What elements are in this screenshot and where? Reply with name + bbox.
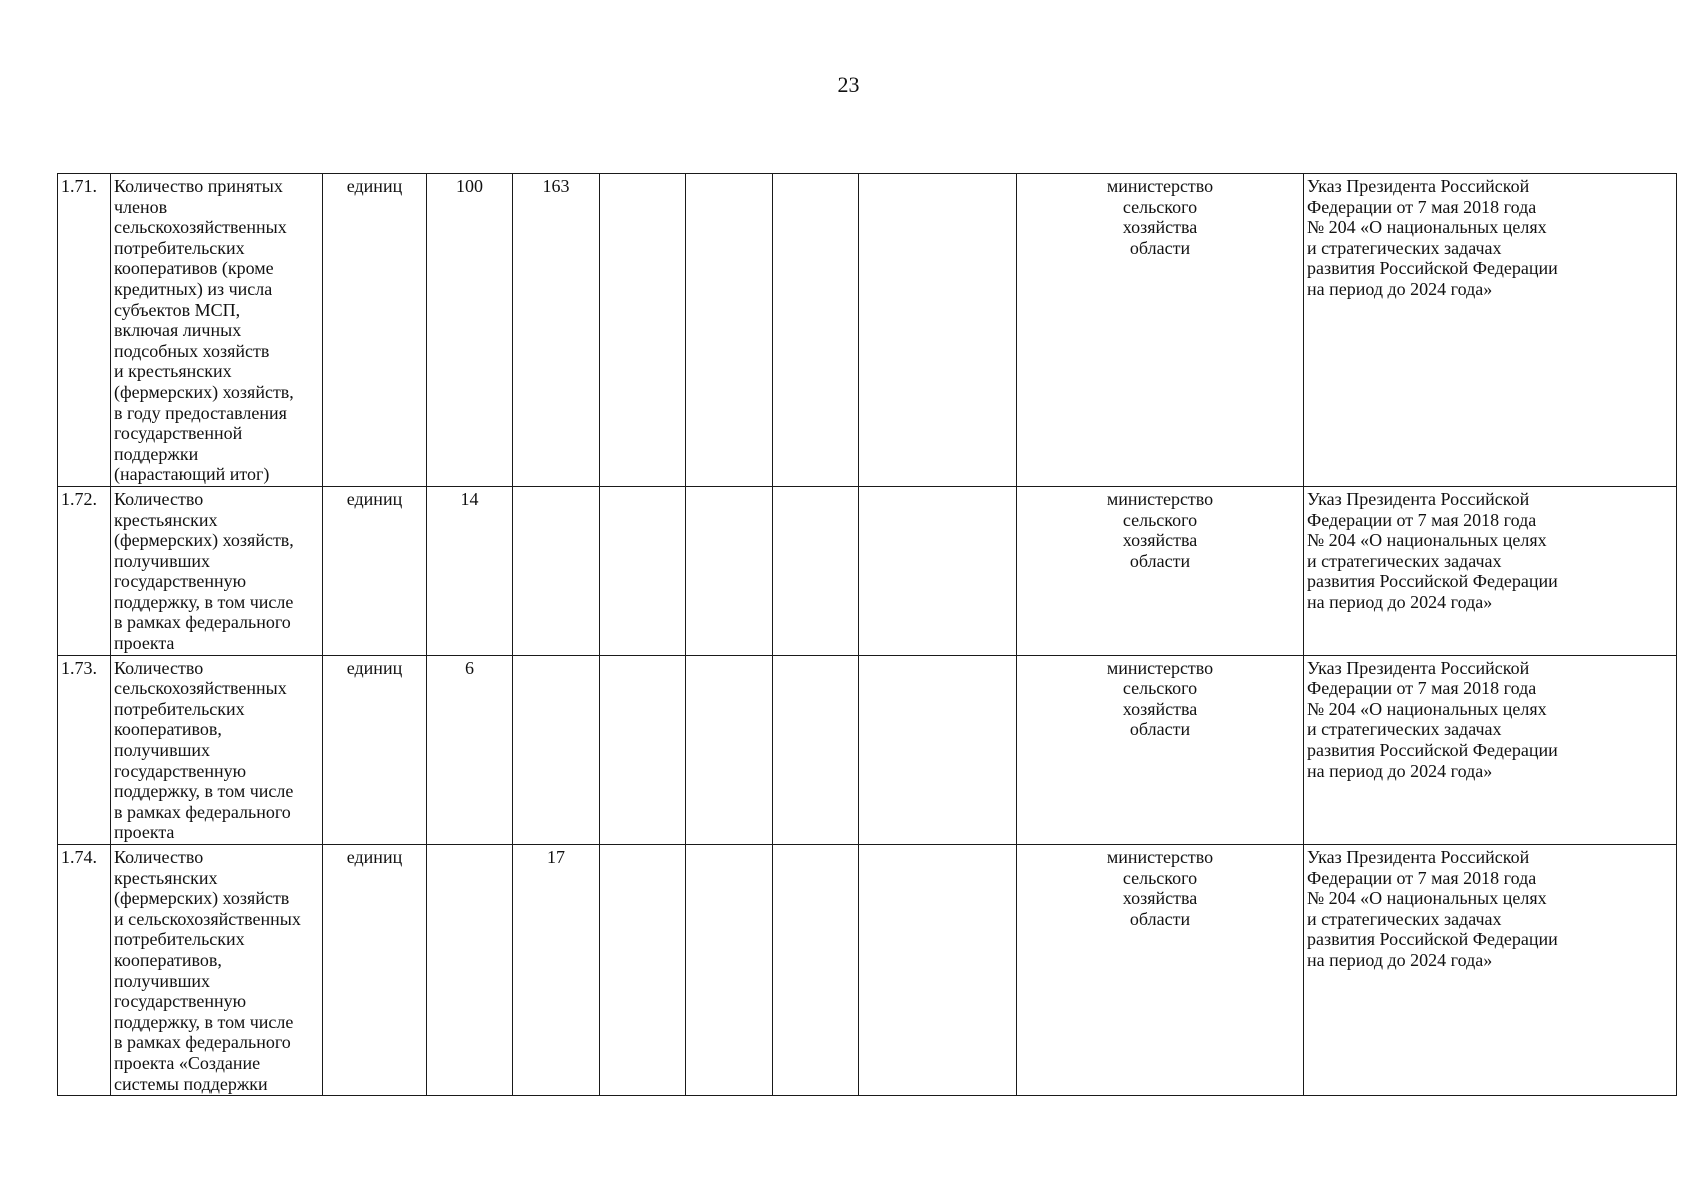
decree-cell-line: на период до 2024 года»	[1307, 591, 1493, 612]
responsible-cell-line: области	[1129, 908, 1191, 929]
decree-cell-line: № 204 «О национальных целях	[1307, 530, 1547, 551]
value-cell-1	[427, 845, 513, 1096]
indicator-name-cell-line: включая личных	[114, 320, 242, 341]
indicator-name-cell-line: (фермерских) хозяйств,	[114, 530, 294, 551]
indicator-name-cell-line: кооперативов,	[114, 719, 222, 740]
indicator-name-cell-line: проекта	[114, 633, 175, 654]
responsible-cell	[1017, 845, 1304, 1096]
responsible-cell-line: сельского	[1122, 509, 1198, 530]
indicator-name-cell-line: государственную	[114, 571, 247, 592]
indicator-name-cell-line: поддержки	[114, 443, 199, 464]
responsible-cell-line: области	[1129, 550, 1191, 571]
indicator-name-cell-line: поддержку, в том числе	[114, 1011, 294, 1032]
indicator-name-cell-line: и сельскохозяйственных	[114, 908, 301, 929]
value-cell-2	[513, 486, 600, 655]
value-cell-6	[859, 486, 1017, 655]
value-cell-1: 6	[427, 655, 513, 844]
indicator-name-cell-line: Количество принятых	[114, 176, 283, 196]
indicator-name-cell	[111, 845, 323, 1096]
indicator-name-cell-line: государственной	[114, 423, 243, 444]
unit-cell: единиц	[323, 845, 427, 1096]
indicator-name-cell-line: Количество	[114, 657, 204, 678]
indicator-name-cell	[111, 174, 323, 487]
decree-cell-line: Федерации от 7 мая 2018 года	[1307, 509, 1537, 530]
decree-cell-line: Федерации от 7 мая 2018 года	[1307, 867, 1537, 888]
decree-cell-line: № 204 «О национальных целях	[1307, 698, 1547, 719]
value-cell-6	[859, 845, 1017, 1096]
indicator-name-cell-line: подсобных хозяйств	[114, 340, 270, 361]
indicator-name-cell-line: потребительских	[114, 698, 245, 719]
indicator-name-cell	[111, 655, 323, 844]
indicator-name-cell-line: крестьянских	[114, 867, 218, 888]
value-cell-4	[686, 655, 773, 844]
value-cell-1: 100	[427, 174, 513, 487]
decree-cell-line: № 204 «О национальных целях	[1307, 888, 1547, 909]
decree-cell-line: и стратегических задачах	[1307, 237, 1502, 258]
indicator-name-cell-line: и крестьянских	[114, 361, 232, 382]
row-number-cell: 1.74.	[58, 845, 111, 1096]
responsible-cell	[1017, 486, 1304, 655]
indicator-name-cell-line: получивших	[114, 550, 211, 571]
indicator-name-cell-line: потребительских	[114, 237, 245, 258]
responsible-cell	[1017, 174, 1304, 487]
indicator-name-cell-line: государственную	[114, 760, 247, 781]
responsible-cell-line: министерство	[1106, 847, 1214, 867]
indicator-name-cell-line: поддержку, в том числе	[114, 591, 294, 612]
decree-cell-line: развития Российской Федерации	[1307, 258, 1558, 279]
value-cell-6	[859, 174, 1017, 487]
decree-cell-line: развития Российской Федерации	[1307, 740, 1558, 761]
unit-cell: единиц	[323, 486, 427, 655]
decree-cell	[1304, 174, 1677, 487]
indicator-name-cell-line: государственную	[114, 991, 247, 1012]
indicator-name-cell-line: в рамках федерального	[114, 801, 291, 822]
responsible-cell-line: сельского	[1122, 867, 1198, 888]
indicator-name-cell-line: поддержку, в том числе	[114, 781, 294, 802]
value-cell-3	[600, 486, 686, 655]
indicator-name-cell-line: кооперативов (кроме	[114, 258, 274, 279]
indicator-name-cell-line: получивших	[114, 740, 211, 761]
indicator-name-cell	[111, 486, 323, 655]
decree-cell	[1304, 845, 1677, 1096]
decree-cell-line: Указ Президента Российской	[1307, 488, 1530, 509]
indicator-name-cell-line: системы поддержки	[114, 1073, 268, 1094]
decree-cell-line: Указ Президента Российской	[1307, 847, 1530, 867]
decree-cell-line: Федерации от 7 мая 2018 года	[1307, 678, 1537, 699]
responsible-cell-line: министерство	[1106, 176, 1214, 196]
indicator-name-cell-line: сельскохозяйственных	[114, 217, 287, 238]
responsible-cell-line: министерство	[1106, 657, 1214, 678]
indicator-name-cell-line: в рамках федерального	[114, 612, 291, 633]
decree-cell-line: и стратегических задачах	[1307, 550, 1502, 571]
table-row	[58, 174, 1677, 487]
indicator-name-cell-line: (фермерских) хозяйств,	[114, 381, 294, 402]
value-cell-5	[773, 655, 859, 844]
decree-cell-line: развития Российской Федерации	[1307, 929, 1558, 950]
indicator-name-cell-line: кооперативов,	[114, 949, 222, 970]
indicator-name-cell-line: крестьянских	[114, 509, 218, 530]
value-cell-3	[600, 174, 686, 487]
indicator-name-cell-line: кредитных) из числа	[114, 278, 273, 299]
value-cell-5	[773, 845, 859, 1096]
indicator-name-cell-line: сельскохозяйственных	[114, 678, 287, 699]
indicator-name-cell-line: потребительских	[114, 929, 245, 950]
decree-cell	[1304, 486, 1677, 655]
responsible-cell-line: области	[1129, 719, 1191, 740]
value-cell-4	[686, 174, 773, 487]
responsible-cell-line: хозяйства	[1122, 698, 1198, 719]
unit-cell: единиц	[323, 655, 427, 844]
indicator-name-cell-line: (фермерских) хозяйств	[114, 888, 290, 909]
indicator-name-cell-line: субъектов МСП,	[114, 299, 241, 320]
page-number: 23	[837, 72, 860, 97]
responsible-cell-line: области	[1129, 237, 1191, 258]
decree-cell-line: Федерации от 7 мая 2018 года	[1307, 196, 1537, 217]
row-number-cell: 1.73.	[58, 655, 111, 844]
decree-cell-line: и стратегических задачах	[1307, 719, 1502, 740]
row-number-cell: 1.71.	[58, 174, 111, 487]
responsible-cell-line: министерство	[1106, 488, 1214, 509]
value-cell-3	[600, 845, 686, 1096]
unit-cell: единиц	[323, 174, 427, 487]
decree-cell-line: Указ Президента Российской	[1307, 176, 1530, 196]
responsible-cell-line: сельского	[1122, 678, 1198, 699]
row-number-cell: 1.72.	[58, 486, 111, 655]
responsible-cell-line: хозяйства	[1122, 888, 1198, 909]
indicators-table	[57, 173, 1677, 1096]
value-cell-4	[686, 486, 773, 655]
indicator-name-cell-line: проекта	[114, 822, 175, 843]
decree-cell-line: № 204 «О национальных целях	[1307, 217, 1547, 238]
value-cell-2: 17	[513, 845, 600, 1096]
decree-cell-line: на период до 2024 года»	[1307, 278, 1493, 299]
indicator-name-cell-line: в году предоставления	[114, 402, 287, 423]
responsible-cell	[1017, 655, 1304, 844]
decree-cell-line: на период до 2024 года»	[1307, 949, 1493, 970]
indicator-name-cell-line: (нарастающий итог)	[114, 464, 270, 485]
indicator-name-cell-line: в рамках федерального	[114, 1032, 291, 1053]
responsible-cell-line: хозяйства	[1122, 530, 1198, 551]
value-cell-6	[859, 655, 1017, 844]
indicator-name-cell-line: Количество	[114, 847, 204, 867]
value-cell-3	[600, 655, 686, 844]
value-cell-1: 14	[427, 486, 513, 655]
decree-cell-line: и стратегических задачах	[1307, 908, 1502, 929]
decree-cell-line: развития Российской Федерации	[1307, 571, 1558, 592]
decree-cell-line: Указ Президента Российской	[1307, 657, 1530, 678]
responsible-cell-line: хозяйства	[1122, 217, 1198, 238]
value-cell-5	[773, 174, 859, 487]
indicator-name-cell-line: проекта «Создание	[114, 1052, 261, 1073]
value-cell-5	[773, 486, 859, 655]
value-cell-2	[513, 655, 600, 844]
table-row	[58, 655, 1677, 844]
responsible-cell-line: сельского	[1122, 196, 1198, 217]
value-cell-2: 163	[513, 174, 600, 487]
decree-cell	[1304, 655, 1677, 844]
decree-cell-line: на период до 2024 года»	[1307, 760, 1493, 781]
table-row	[58, 486, 1677, 655]
indicator-name-cell-line: Количество	[114, 488, 204, 509]
table-row	[58, 845, 1677, 1096]
indicator-name-cell-line: получивших	[114, 970, 211, 991]
value-cell-4	[686, 845, 773, 1096]
indicator-name-cell-line: членов	[114, 196, 168, 217]
